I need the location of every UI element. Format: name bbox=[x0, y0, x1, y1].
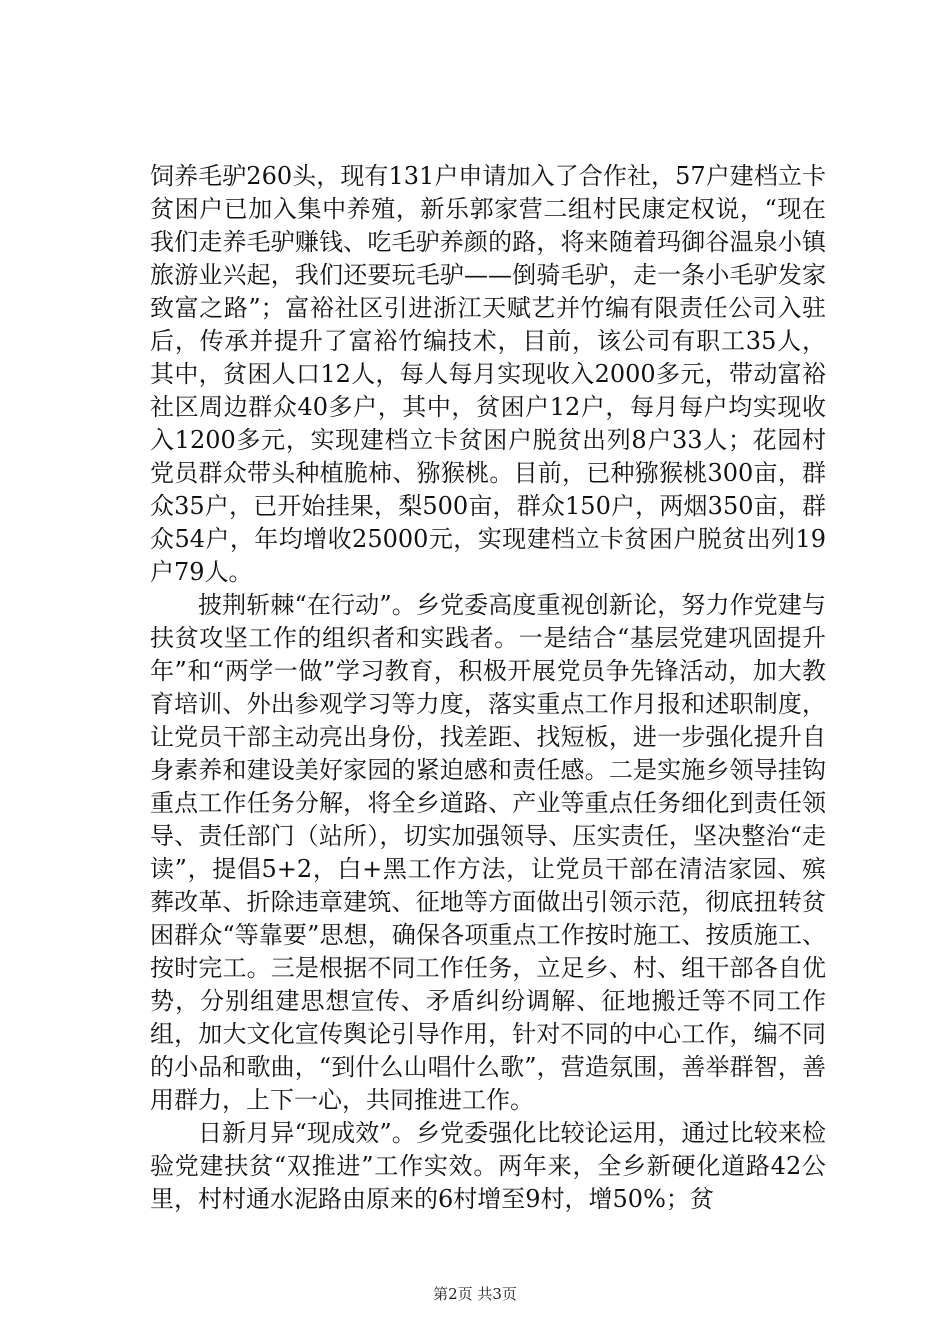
paragraph-3: 日新月异“现成效”。乡党委强化比较论运用，通过比较来检验党建扶贫“双推进”工作实效。两年来，全乡新硬化道路42公里，村村通水泥路由原来的6村增至9村，增50%；贫 bbox=[150, 1119, 826, 1213]
page-footer: 第2页 共3页 bbox=[433, 1285, 517, 1303]
document-body bbox=[150, 160, 826, 1216]
paragraph-2: 披荆斩棘“在行动”。乡党委高度重视创新论，努力作党建与扶贫攻坚工作的组织者和实践者。一是结合“基层党建巩固提升年”和“两学一做”学习教育，积极开展党员争先锋活动，加大教育培训、外出参观学习等力度，落实重点工作月报和述职制度，让党员干部主动亮出身份，找差距、找短板，进一步强化提升自身素养和建设美好家园的紧迫感和责任感。二是实施乡领导挂钩重点工作任务分解，将全乡道路、产业等重点任务细化到责任领导、责任部门（站所），切实加强领导、压实责任，坚决整治“走读”，提倡5+2，白+黑工作方法，让党员干部在清洁家园、殡葬改革、折除违章建筑、征地等方面做出引领示范，彻底扭转贫困群众“等靠要”思想，确保各项重点工作按时施工、按质施工、按时完工。三是根据不同工作任务，立足乡、村、组干部各自优势，分别组建思想宣传、矛盾纠纷调解、征地搬迁等不同工作组，加大文化宣传舆论引导作用，针对不同的中心工作，编不同的小品和歌曲，“到什么山唱什么歌”，营造氛围，善举群智，善用群力，上下一心，共同推进工作。 bbox=[150, 591, 826, 1114]
paragraph-1: 饲养毛驴260头，现有131户申请加入了合作社，57户建档立卡贫困户已加入集中养殖，新乐郭家营二组村民康定权说，“现在我们走养毛驴赚钱、吃毛驴养颜的路，将来随着玛御谷温泉小镇旅游业兴起，我们还要玩毛驴——倒骑毛驴，走一条小毛驴发家致富之路”；富裕社区引进浙江天赋艺并竹编有限责任公司入驻后，传承并提升了富裕竹编技术，目前，该公司有职工35人，其中，贫困人口12人，每人每月实现收入2000多元，带动富裕社区周边群众40多户，其中，贫困户12户，每月每户均实现收入1200多元，实现建档立卡贫困户脱贫出列8户33人；花园村党员群众带头种植脆柿、猕猴桃。目前，已种猕猴桃300亩，群众35户，已开始挂果，梨500亩，群众150户，两烟350亩，群众54户，年均增收25000元，实现建档立卡贫困户脱贫出列19户79人。 bbox=[150, 162, 826, 586]
